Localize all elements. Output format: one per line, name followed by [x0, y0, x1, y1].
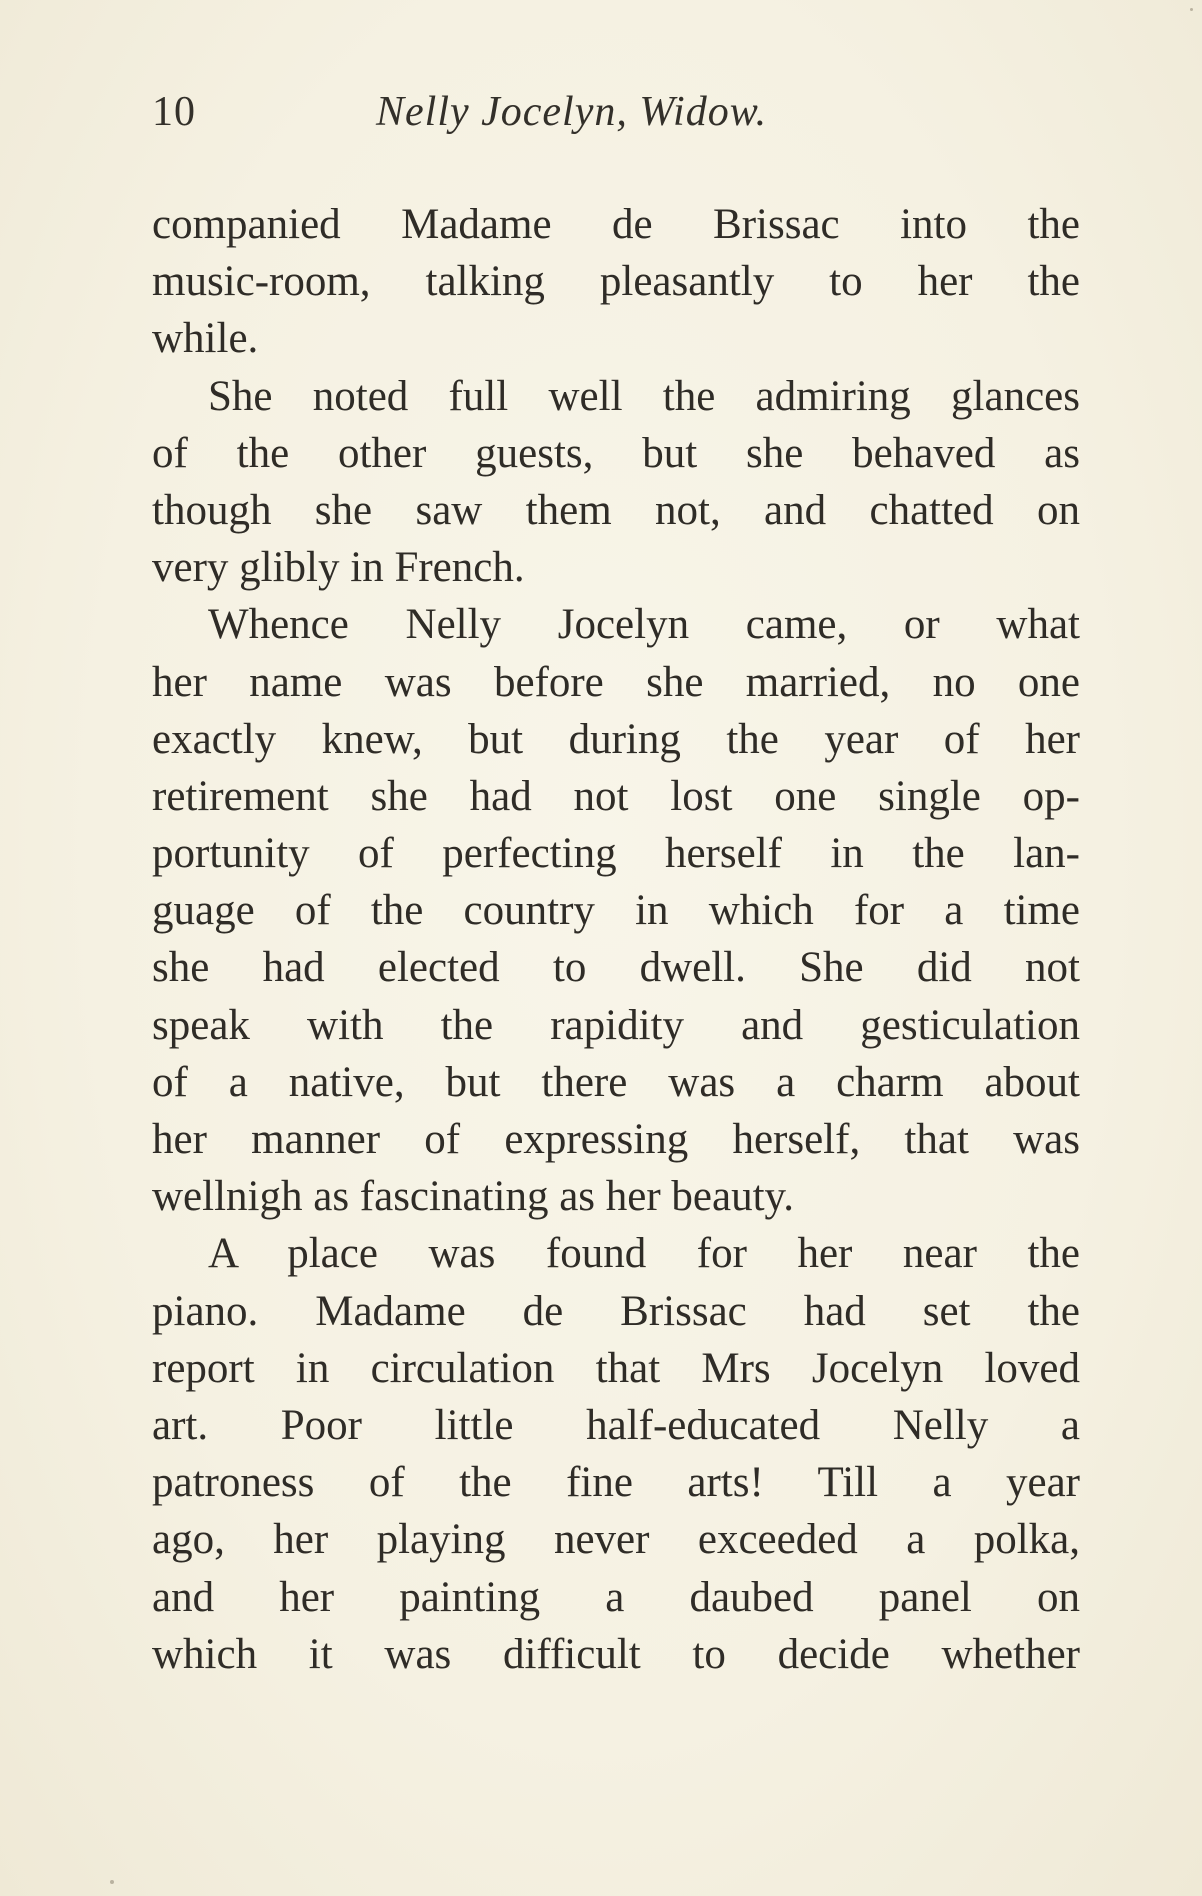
text-line: patroness of the fine arts! Till a year — [152, 1459, 1080, 1507]
paper-speck — [1190, 8, 1193, 11]
text-line: portunity of perfecting herself in the lan- — [152, 830, 1080, 878]
text-line: exactly knew, but during the year of her — [152, 715, 1080, 763]
text-line: piano. Madame de Brissac had set the — [152, 1287, 1080, 1335]
text-line: and her painting a daubed panel on — [152, 1573, 1080, 1621]
text-line: which it was difficult to decide whether — [152, 1630, 1080, 1678]
text-line: of a native, but there was a charm about — [152, 1058, 1080, 1106]
body-text — [152, 196, 1080, 1683]
text-line: companied Madame de Brissac into the — [152, 201, 1080, 248]
running-title: Nelly Jocelyn, Widow. — [376, 89, 768, 135]
text-line: her manner of expressing herself, that was — [152, 1116, 1080, 1163]
text-line: speak with the rapidity and gesticulation — [152, 1001, 1080, 1049]
text-line: Whence Nelly Jocelyn came, or what — [208, 601, 1080, 649]
page-number: 10 — [152, 89, 196, 135]
text-line: report in circulation that Mrs Jocelyn loved — [152, 1344, 1080, 1392]
text-line: very glibly in French. — [152, 544, 525, 592]
text-line: ago, her playing never exceeded a polka, — [152, 1516, 1080, 1564]
text-line: wellnigh as fascinating as her beauty. — [152, 1173, 794, 1221]
paragraph — [152, 1225, 1080, 1683]
text-line: while. — [152, 315, 259, 363]
text-line: of the other guests, but she behaved as — [152, 429, 1080, 477]
text-line: music-room, talking pleasantly to her the — [152, 258, 1080, 306]
paragraph — [152, 596, 1080, 1225]
paper-speck — [110, 1880, 114, 1884]
text-line: guage of the country in which for a time — [152, 887, 1080, 935]
text-line: art. Poor little half-educated Nelly a — [152, 1401, 1080, 1449]
text-line: she had elected to dwell. She did not — [152, 944, 1080, 992]
text-line: She noted full well the admiring glances — [208, 372, 1080, 420]
running-head — [152, 88, 1072, 148]
text-line: though she saw them not, and chatted on — [152, 486, 1080, 534]
paragraph — [152, 196, 1080, 368]
text-line: her name was before she married, no one — [152, 658, 1080, 706]
text-line: A place was found for her near the — [208, 1230, 1080, 1278]
paragraph — [152, 368, 1080, 597]
text-line: retirement she had not lost one single op- — [152, 772, 1080, 820]
